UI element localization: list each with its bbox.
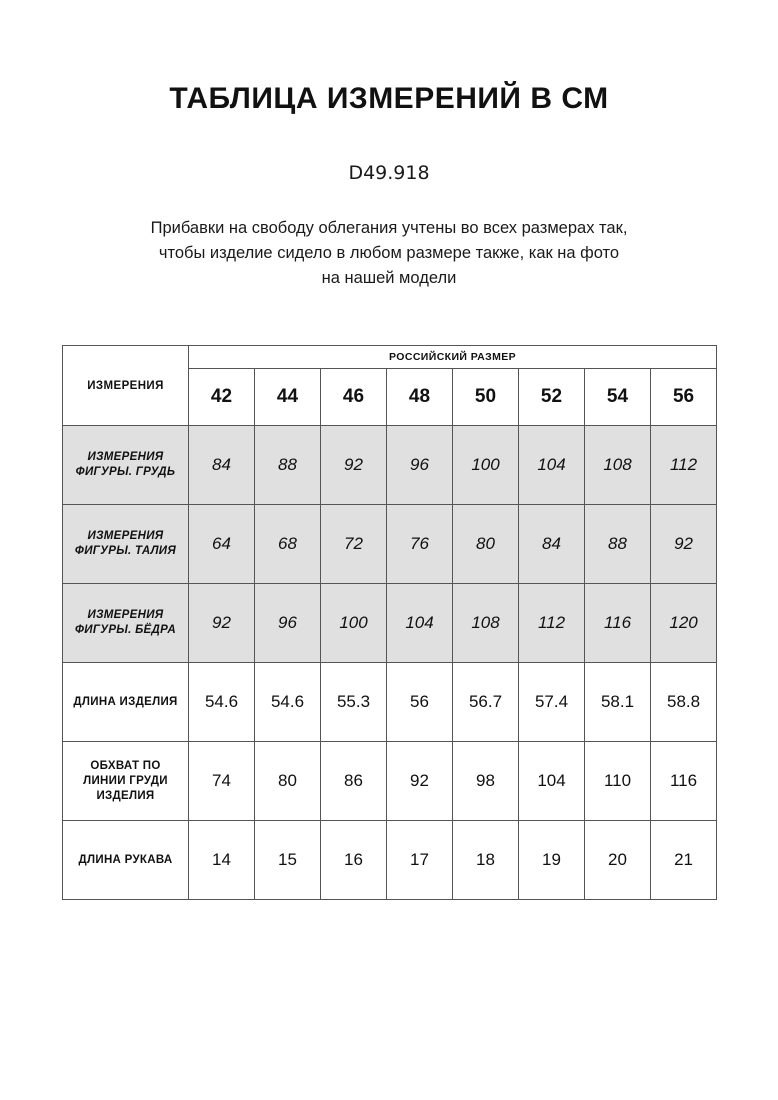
cell-waist-body-52: 84: [519, 505, 585, 584]
size-header-52: 52: [519, 369, 585, 426]
row-label-line-2: ФИГУРЫ. ТАЛИЯ: [74, 545, 177, 557]
cell-sleeve-length-42: 14: [189, 821, 255, 900]
size-header-48: 48: [387, 369, 453, 426]
cell-hips-body-54: 116: [585, 584, 651, 663]
cell-hips-body-46: 100: [321, 584, 387, 663]
cell-waist-body-54: 88: [585, 505, 651, 584]
row-label-line-1: ДЛИНА ИЗДЕЛИЯ: [73, 695, 178, 708]
cell-garment-bust-48: 92: [387, 742, 453, 821]
cell-garment-bust-46: 86: [321, 742, 387, 821]
cell-hips-body-48: 104: [387, 584, 453, 663]
cell-hips-body-42: 92: [189, 584, 255, 663]
cell-bust-body-42: 84: [189, 426, 255, 505]
cell-waist-body-48: 76: [387, 505, 453, 584]
row-label-line-2: ФИГУРЫ. БЁДРА: [75, 624, 176, 636]
row-label-line-1: ДЛИНА РУКАВА: [78, 853, 173, 866]
row-label-line-1: ИЗМЕРЕНИЯ: [87, 451, 164, 463]
cell-waist-body-44: 68: [255, 505, 321, 584]
row-label-line-1: ОБХВАТ ПО: [90, 759, 161, 772]
cell-waist-body-56: 92: [651, 505, 717, 584]
cell-garment-bust-52: 104: [519, 742, 585, 821]
cell-sleeve-length-48: 17: [387, 821, 453, 900]
row-label-line-3: ИЗДЕЛИЯ: [96, 789, 155, 802]
cell-sleeve-length-52: 19: [519, 821, 585, 900]
size-header-50: 50: [453, 369, 519, 426]
cell-hips-body-44: 96: [255, 584, 321, 663]
cell-garment-bust-50: 98: [453, 742, 519, 821]
cell-bust-body-52: 104: [519, 426, 585, 505]
fit-note-line-3: на нашей модели: [321, 269, 457, 287]
row-label-line-1: ИЗМЕРЕНИЯ: [87, 609, 164, 621]
size-header-42: 42: [189, 369, 255, 426]
cell-garment-length-56: 58.8: [651, 663, 717, 742]
cell-garment-length-44: 54.6: [255, 663, 321, 742]
row-label-garment-bust: [63, 742, 189, 821]
cell-garment-bust-42: 74: [189, 742, 255, 821]
fit-note: [62, 184, 716, 291]
cell-sleeve-length-54: 20: [585, 821, 651, 900]
row-label-line-2: ФИГУРЫ. ГРУДЬ: [75, 466, 176, 478]
table-row: [63, 584, 717, 663]
cell-garment-bust-44: 80: [255, 742, 321, 821]
cell-hips-body-52: 112: [519, 584, 585, 663]
cell-waist-body-42: 64: [189, 505, 255, 584]
row-label-sleeve-length: [63, 821, 189, 900]
cell-waist-body-50: 80: [453, 505, 519, 584]
row-label-garment-length: [63, 663, 189, 742]
cell-sleeve-length-50: 18: [453, 821, 519, 900]
table-row: [63, 663, 717, 742]
fit-note-line-2: чтобы изделие сидело в любом размере также, как на фото: [158, 244, 620, 262]
cell-sleeve-length-46: 16: [321, 821, 387, 900]
table-row: [63, 505, 717, 584]
fit-note-line-1: Прибавки на свободу облегания учтены во всех размерах так,: [150, 219, 628, 237]
cell-garment-length-52: 57.4: [519, 663, 585, 742]
cell-bust-body-56: 112: [651, 426, 717, 505]
row-label-waist-body: [63, 505, 189, 584]
row-label-hips-body: [63, 584, 189, 663]
header-russian-size: РОССИЙСКИЙ РАЗМЕР: [189, 346, 717, 369]
table-row: [63, 821, 717, 900]
cell-bust-body-54: 108: [585, 426, 651, 505]
cell-bust-body-48: 96: [387, 426, 453, 505]
cell-hips-body-50: 108: [453, 584, 519, 663]
row-label-line-2: ЛИНИИ ГРУДИ: [83, 774, 168, 787]
cell-garment-length-46: 55.3: [321, 663, 387, 742]
table-header-group-row: [63, 346, 717, 369]
size-header-46: 46: [321, 369, 387, 426]
cell-garment-length-54: 58.1: [585, 663, 651, 742]
cell-garment-bust-56: 116: [651, 742, 717, 821]
table-row: [63, 426, 717, 505]
table-row: [63, 742, 717, 821]
size-header-56: 56: [651, 369, 717, 426]
article-number: D49.918: [348, 162, 430, 184]
cell-garment-length-42: 54.6: [189, 663, 255, 742]
cell-garment-length-48: 56: [387, 663, 453, 742]
cell-sleeve-length-56: 21: [651, 821, 717, 900]
page-title: ТАБЛИЦА ИЗМЕРЕНИЙ В СМ: [169, 82, 609, 115]
cell-garment-bust-54: 110: [585, 742, 651, 821]
row-label-line-1: ИЗМЕРЕНИЯ: [87, 530, 164, 542]
measurements-table: [62, 345, 717, 900]
size-header-54: 54: [585, 369, 651, 426]
size-header-44: 44: [255, 369, 321, 426]
header-measurements: ИЗМЕРЕНИЯ: [63, 346, 189, 426]
cell-sleeve-length-44: 15: [255, 821, 321, 900]
row-label-bust-body: [63, 426, 189, 505]
cell-garment-length-50: 56.7: [453, 663, 519, 742]
cell-hips-body-56: 120: [651, 584, 717, 663]
cell-bust-body-50: 100: [453, 426, 519, 505]
cell-bust-body-44: 88: [255, 426, 321, 505]
cell-waist-body-46: 72: [321, 505, 387, 584]
cell-bust-body-46: 92: [321, 426, 387, 505]
